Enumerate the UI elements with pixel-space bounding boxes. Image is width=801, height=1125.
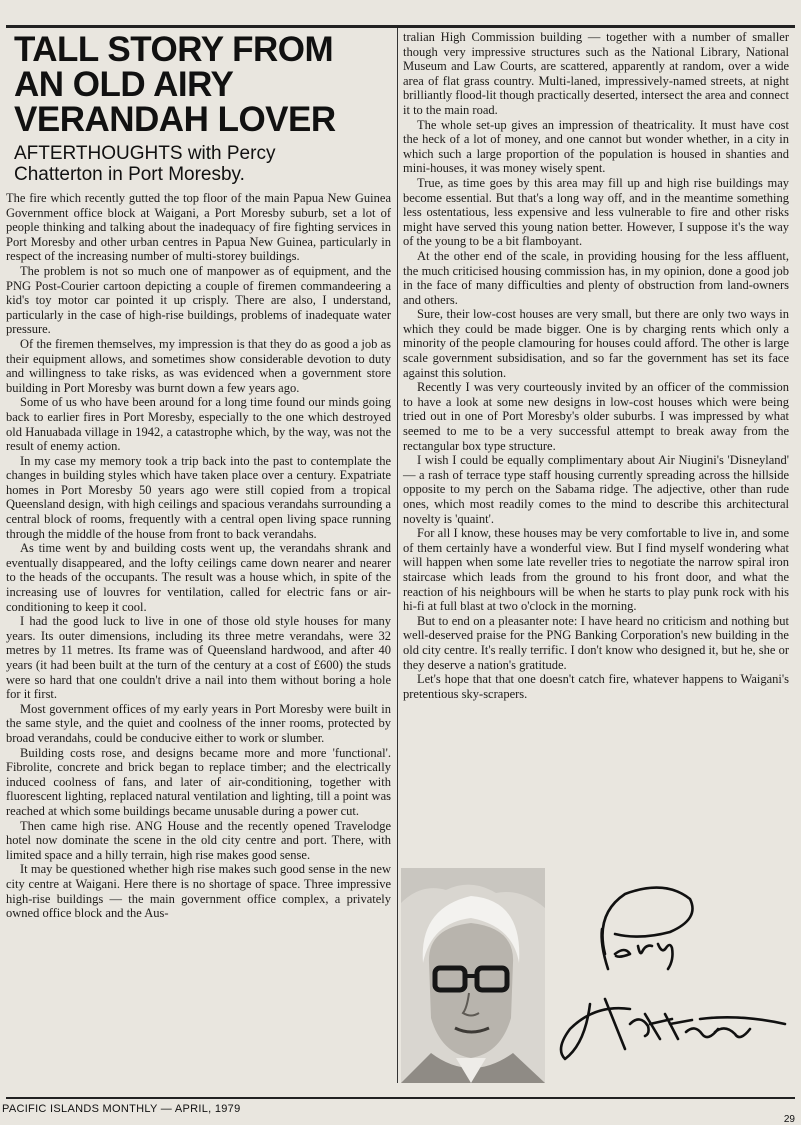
headline-line-1: TALL STORY FROM (14, 30, 334, 69)
paragraph: But to end on a pleasanter note: I have heard no criticism and nothing but well-deserved praise for the PNG Banking Corporation's new building in the old city centre. It's really terrific. I don't know who designed it, but he, she or they deserve a nation's gratitude. (403, 613, 789, 672)
page-number: 29 (783, 1114, 795, 1125)
bottom-rule (6, 1097, 795, 1099)
paragraph: As time went by and building costs went up, the verandahs shrank and eventually disappeared, and the lofty ceilings came down nearer and nearer to the heads of the occupants. The result was a house which, in spite of the increasing use of louvres for ventilation, called for electric fans or air-conditioning to keep it cool. (6, 541, 391, 614)
subheadline (14, 143, 391, 185)
right-column (403, 30, 789, 701)
signature-illustration (550, 874, 790, 1079)
paragraph: I wish I could be equally complimentary about Air Niugini's 'Disneyland' — a rash of terrace type staff housing currently spreading across the hillside opposite to my perch on the Sabama ridge. The adjective, other than rude ones, which most readily comes to the mind to describe this architectural novelty is 'quaint'. (403, 453, 789, 526)
paragraph: Let's hope that that one doesn't catch fire, whatever happens to Waigani's pretentious sky-scrapers. (403, 672, 789, 701)
right-body-text (403, 30, 789, 701)
paragraph: tralian High Commission building — together with a number of smaller though very impressive structures such as the National Library, National Museum and Law Courts, are scattered, apparently at random, over a wide area of flat grass country. Multi-laned, impressively-named streets, at night brilliantly flood-lit though practically deserted, intersect the area and connect it to the main road. (403, 30, 789, 117)
headline-line-3: VERANDAH LOVER (14, 100, 336, 139)
paragraph: The whole set-up gives an impression of theatricality. It must have cost the heck of a lot of money, and one cannot but wonder whether, in a city in which such a large proportion of the population is housed in shanties and mini-houses, it was money wisely spent. (403, 117, 789, 176)
paragraph: Building costs rose, and designs became more and more 'functional'. Fibrolite, concrete and brick began to replace timber; and the electrically induced coolness of fans, and later of air-conditioning, together with fluorescent lighting, replaced natural ventilation and lighting, till a point was reached at which some buildings became unusable during a power cut. (6, 745, 391, 818)
paragraph: It may be questioned whether high rise makes such good sense in the new city centre at Waigani. Here there is no shortage of space. Three impressive high-rise buildings — the main government office complex, a privately owned office block and the Aus- (6, 862, 391, 921)
paragraph: Then came high rise. ANG House and the recently opened Travelodge hotel now dominate the scene in the old city centre and port. There, with limited space and a hilly terrain, high rise makes good sense. (6, 818, 391, 862)
author-signature (550, 874, 790, 1079)
paragraph: Sure, their low-cost houses are very small, but there are only two ways in which they could be made bigger. One is by charging rents which only a minority of the people clamouring for houses could afford. The other is large scale government subsidisation, and so far the government has set its face against this solution. (403, 307, 789, 380)
paragraph: Most government offices of my early years in Port Moresby were built in the same style, and the quiet and coolness of the inner rooms, protected by broad verandahs, could be conducive either to work or slumber. (6, 701, 391, 745)
paragraph: I had the good luck to live in one of those old style houses for many years. Its outer dimensions, including its three metre verandahs, were 32 metres by 11 metres. Its frame was of Queensland hardwood, and after 40 years (it had been built at the turn of the century at a cost of £600) the studs were so hard that one couldn't drive a nail into them without boring a hole for it first. (6, 614, 391, 702)
headline-line-2: AN OLD AIRY (14, 65, 234, 104)
left-column (6, 30, 391, 921)
paragraph: Recently I was very courteously invited by an officer of the commission to have a look at some new designs in low-cost houses which were being tried out in one of Port Moresby's older suburbs. I was impressed by what seemed to me to be a very successful attempt to break away from the rectangular box type structure. (403, 380, 789, 453)
paragraph: In my case my memory took a trip back into the past to contemplate the changes in building styles which have taken place over a century. Expatriate homes in Port Moresby 50 years ago were still copied from a tropical Queensland design, with high ceilings and spacious verandahs surrounding a central block of rooms, frequently with a central open living space running through the middle of the house from front to back verandahs. (6, 453, 391, 541)
top-rule (6, 25, 795, 28)
paragraph: Some of us who have been around for a long time found our minds going back to earlier fires in Port Moresby, especially to the one which destroyed old Hanuabada village in 1942, a catastrophe which, by the way, was not the result of enemy action. (6, 395, 391, 454)
portrait-illustration (401, 868, 545, 1083)
column-divider (397, 28, 398, 1083)
paragraph: The fire which recently gutted the top floor of the main Papua New Guinea Government office block at Waigani, a Port Moresby suburb, set a lot of people thinking and talking about the inadequacy of fire fighting services in Port Moresby and other urban centres in Papua New Guinea, particularly in respect of the increasing number of multi-storey buildings. (6, 191, 391, 264)
paragraph: For all I know, these houses may be very comfortable to live in, and some of them certainly have a wonderful view. But I find myself wondering what will happen when some late reveller tries to negotiate the narrow spiral iron staircase which leads from the ground to his front door, and what the reaction of his neighbours will be when he starts to play punk rock with his hi-fi at full blast at two o'clock in the morning. (403, 526, 789, 614)
author-portrait (401, 868, 545, 1083)
subheadline-line-2: Chatterton in Port Moresby. (14, 164, 245, 185)
paragraph: At the other end of the scale, in providing housing for the less affluent, the much criticised housing commission has, in my opinion, done a good job in the face of many difficulties and plenty of obstruction from land-owners and others. (403, 248, 789, 307)
paragraph: Of the firemen themselves, my impression is that they do as good a job as their equipment allows, and sometimes show considerable devotion to duty and willingness to take risks, as was evidenced when a government store building in Port Moresby was burnt down a few years ago. (6, 336, 391, 395)
left-body-text (6, 191, 391, 921)
headline (14, 32, 391, 137)
footer-publication: PACIFIC ISLANDS MONTHLY — APRIL, 1979 (2, 1103, 241, 1115)
paragraph: The problem is not so much one of manpower as of equipment, and the PNG Post-Courier cartoon depicting a couple of firemen commandeering a kid's toy motor car pointed it up crisply. There are also, I understand, particularly in the case of high-rise buildings, problems of inadequate water pressure. (6, 263, 391, 337)
paragraph: True, as time goes by this area may fill up and high rise buildings may become essential. But that's a long way off, and in the meantime something less ostentatious, less expensive and less vulnerable to fire and other risks might have served this young nation better. However, I suppose it's the way of the young to be a bit flamboyant. (403, 175, 789, 249)
subheadline-line-1: AFTERTHOUGHTS with Percy (14, 143, 276, 164)
